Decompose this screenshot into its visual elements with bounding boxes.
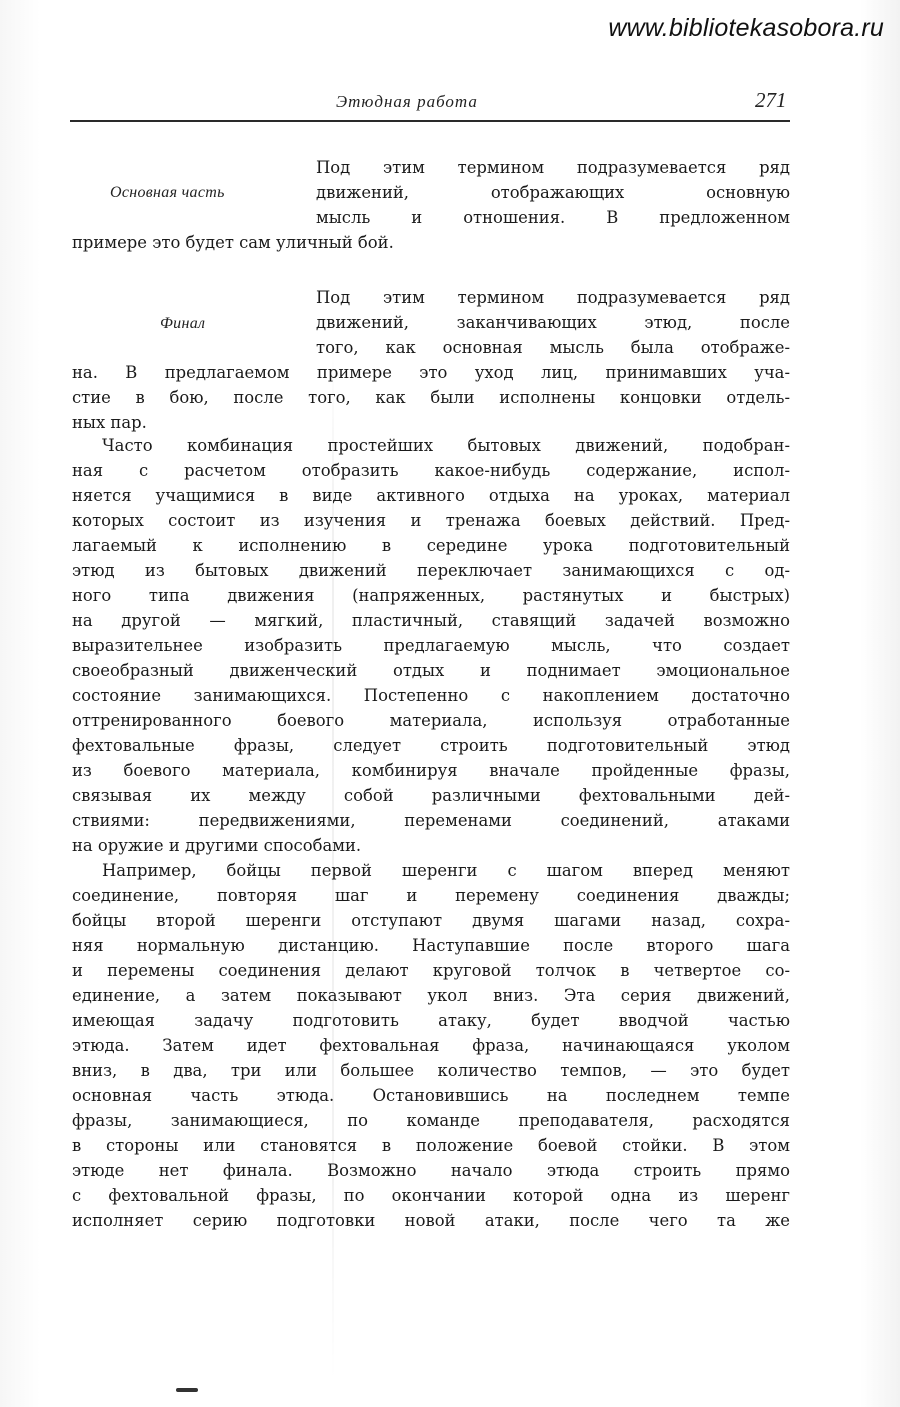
text-line: на. В предлагаемом примере это уход лиц, принимавших уча- bbox=[72, 363, 790, 382]
text-line: и перемены соединения делают круговой толчок в четвертое со- bbox=[72, 961, 790, 980]
text-line: оттренированного боевого материала, используя отработанные bbox=[72, 711, 790, 730]
text-line: своеобразный движенческий отдых и поднимает эмоциональное bbox=[72, 661, 790, 680]
page-number: 271 bbox=[755, 88, 787, 112]
text-line: мысль и отношения. В предложенном bbox=[316, 208, 790, 227]
text-line: лагаемый к исполнению в середине урока подготовительный bbox=[72, 536, 790, 555]
side-label-main-part: Основная часть bbox=[110, 184, 225, 201]
text-line: ных пар. bbox=[72, 413, 147, 432]
text-line: того, как основная мысль была отображе- bbox=[316, 338, 790, 357]
text-line: состояние занимающихся. Постепенно с накоплением достаточно bbox=[72, 686, 790, 705]
text-line: этюд из бытовых движений переключает занимающихся с од- bbox=[72, 561, 790, 580]
text-line: няя нормальную дистанцию. Наступавшие после второго шага bbox=[72, 936, 790, 955]
text-line: ная с расчетом отобразить какое-нибудь содержание, испол- bbox=[72, 461, 790, 480]
text-line: исполняет серию подготовки новой атаки, после чего та же bbox=[72, 1211, 790, 1230]
text-line: Например, бойцы первой шеренги с шагом вперед меняют bbox=[102, 861, 790, 880]
text-line: вниз, в два, три или большее количество темпов, — это будет bbox=[72, 1061, 790, 1080]
text-line: основная часть этюда. Остановившись на последнем темпе bbox=[72, 1086, 790, 1105]
text-line: фехтовальные фразы, следует строить подготовительный этюд bbox=[72, 736, 790, 755]
text-line: соединение, повторяя шаг и перемену соединения дважды; bbox=[72, 886, 790, 905]
section-main-text bbox=[72, 155, 790, 255]
text-line: фразы, занимающиеся, по команде преподавателя, расходятся bbox=[72, 1111, 790, 1130]
text-line: единение, а затем показывают укол вниз. Эта серия движений, bbox=[72, 986, 790, 1005]
text-line: примере это будет сам уличный бой. bbox=[72, 233, 394, 252]
text-line: Под этим термином подразумевается ряд bbox=[316, 158, 790, 177]
text-line: ного типа движения (напряженных, растянутых и быстрых) bbox=[72, 586, 790, 605]
text-line: с фехтовальной фразы, по окончании которой одна из шеренг bbox=[72, 1186, 790, 1205]
text-line: в стороны или становятся в положение боевой стойки. В этом bbox=[72, 1136, 790, 1155]
text-line: этюда. Затем идет фехтовальная фраза, начинающаяся уколом bbox=[72, 1036, 790, 1055]
site-watermark: www.bibliotekasobora.ru bbox=[608, 14, 884, 42]
paragraph-2 bbox=[72, 858, 790, 1233]
text-line: выразительнее изобразить предлагаемую мысль, что создает bbox=[72, 636, 790, 655]
text-line: бойцы второй шеренги отступают двумя шагами назад, сохра- bbox=[72, 911, 790, 930]
text-line: на оружие и другими способами. bbox=[72, 836, 362, 855]
text-line: движений, отображающих основную bbox=[316, 183, 790, 202]
text-line: стие в бою, после того, как были исполнены концовки отдель- bbox=[72, 388, 790, 407]
section-final-text bbox=[72, 285, 790, 435]
text-line: Часто комбинация простейших бытовых движений, подобран- bbox=[102, 436, 790, 455]
text-line: Под этим термином подразумевается ряд bbox=[316, 288, 790, 307]
running-title: Этюдная работа bbox=[336, 92, 478, 111]
header-rule bbox=[70, 120, 790, 122]
text-line: которых состоит из изучения и тренажа боевых действий. Пред- bbox=[72, 511, 790, 530]
paragraph-1 bbox=[72, 433, 790, 858]
text-line: из боевого материала, комбинируя вначале пройденные фразы, bbox=[72, 761, 790, 780]
text-line: этюде нет финала. Возможно начало этюда строить прямо bbox=[72, 1161, 790, 1180]
text-line: няется учащимися в виде активного отдыха на уроках, материал bbox=[72, 486, 790, 505]
text-line: имеющая задачу подготовить атаку, будет вводчой частью bbox=[72, 1011, 790, 1030]
text-line: на другой — мягкий, пластичный, ставящий задачей возможно bbox=[72, 611, 790, 630]
text-line: связывая их между собой различными фехтовальными дей- bbox=[72, 786, 790, 805]
text-line: ствиями: передвижениями, переменами соединений, атаками bbox=[72, 811, 790, 830]
text-line: движений, заканчивающих этюд, после bbox=[316, 313, 790, 332]
side-label-final: Финал bbox=[160, 315, 206, 332]
ink-mark bbox=[176, 1388, 198, 1392]
